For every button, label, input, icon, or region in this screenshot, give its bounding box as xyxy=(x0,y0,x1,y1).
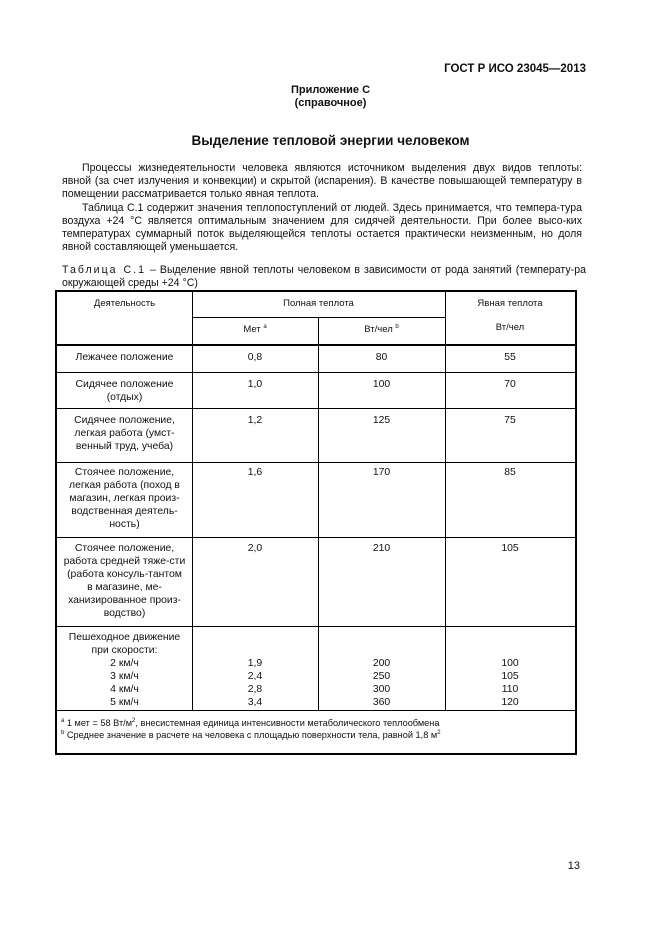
header-w-per-person: Вт/чел $^b$ xyxy=(364,324,399,335)
table-caption-text: – Выделение явной теплоты человеком в зависимости от рода занятий (температу-ра окружающей среды +24 °С) xyxy=(62,264,586,289)
table-row-total: 100 xyxy=(372,379,391,390)
table-row-total: 170 xyxy=(372,467,391,478)
table-row-met: 0,8 xyxy=(247,352,263,363)
footnote-b: $^b$ Среднее значение в расчете на человека с площадью поверхности тела, равной 1,8 $м^2$ xyxy=(61,730,441,740)
body-text xyxy=(62,162,582,254)
walking-total: 200 250 300 360 xyxy=(372,658,391,708)
table-row-met: 1,6 xyxy=(247,467,263,478)
header-total-heat: Полная теплота xyxy=(283,298,354,309)
footnote-a: $^а$ 1 мет = 58 $Вт/м^2$, внесистемная единица интенсивности метаболического теплообмена xyxy=(61,718,440,728)
table-row-met: 1,2 xyxy=(247,415,263,426)
page-number: 13 xyxy=(567,860,580,872)
walking-sensible: 100 105 110 120 xyxy=(501,658,519,708)
table-row-met: 2,0 xyxy=(247,543,263,554)
table-row-met: 1,0 xyxy=(247,379,263,390)
standard-number: ГОСТ Р ИСО 23045—2013 xyxy=(444,63,586,75)
table-row-total: 125 xyxy=(372,415,391,426)
table-row-sensible: 70 xyxy=(504,379,516,390)
paragraph-1: Процессы жизнедеятельности человека являются источником выделения двух видов теплоты: явной (за счет излучения и конвекции) и скрытой (испарения). В качестве повышающей температуру в помещении рассматривается только явная теплота. xyxy=(62,162,582,201)
table-row-sensible: 55 xyxy=(504,352,516,363)
header-sensible-heat: Явная теплота xyxy=(477,298,543,309)
walking-title: Пешеходное движение при скорости: xyxy=(68,632,181,656)
table-row-sensible: 85 xyxy=(504,467,516,478)
table-caption xyxy=(62,264,586,289)
appendix-label: Приложение С xyxy=(290,84,371,96)
section-title: Выделение тепловой энергии человеком xyxy=(191,133,470,148)
table-row-activity: Лежачее положение xyxy=(75,352,174,363)
table-row-sensible: 75 xyxy=(504,415,516,426)
walking-speeds: 2 км/ч 3 км/ч 4 км/ч 5 км/ч xyxy=(110,658,139,708)
table-row-activity: Сидячее положение, легкая работа (умст-венный труд, учеба) xyxy=(74,415,175,452)
paragraph-2: Таблица С.1 содержит значения теплопоступлений от людей. Здесь принимается, что темпера-тура воздуха +24 °С является оптимальным значением для сидячей деятельности. При более высо-ких температурах суммарный поток выделяющейся теплоты остается практически неизменным, но доля явной составляющей уменьшается. xyxy=(62,201,582,254)
table-row-total: 210 xyxy=(372,543,391,554)
table-row-activity: Стоячее положение, работа средней тяже-сти (работа консуль-тантом в магазине, ме-ханизированное произ-водство) xyxy=(63,543,186,619)
table-row-activity: Стоячее положение, легкая работа (поход в магазин, легкая произ-водственная деятель-ность) xyxy=(69,467,180,530)
heat-table xyxy=(55,290,577,755)
appendix-type: (справочное) xyxy=(294,97,367,109)
header-activity: Деятельность xyxy=(93,298,156,309)
header-sensible-unit: Вт/чел xyxy=(495,322,525,333)
table-caption-label: Таблица С.1 xyxy=(62,264,147,276)
walking-met: 1,9 2,4 2,8 3,4 xyxy=(247,658,263,708)
header-met: Мет $^а$ xyxy=(243,324,267,335)
table-row-total: 80 xyxy=(375,352,388,363)
table-row-sensible: 105 xyxy=(501,543,519,554)
table-row-activity: Сидячее положение (отдых) xyxy=(75,379,174,403)
